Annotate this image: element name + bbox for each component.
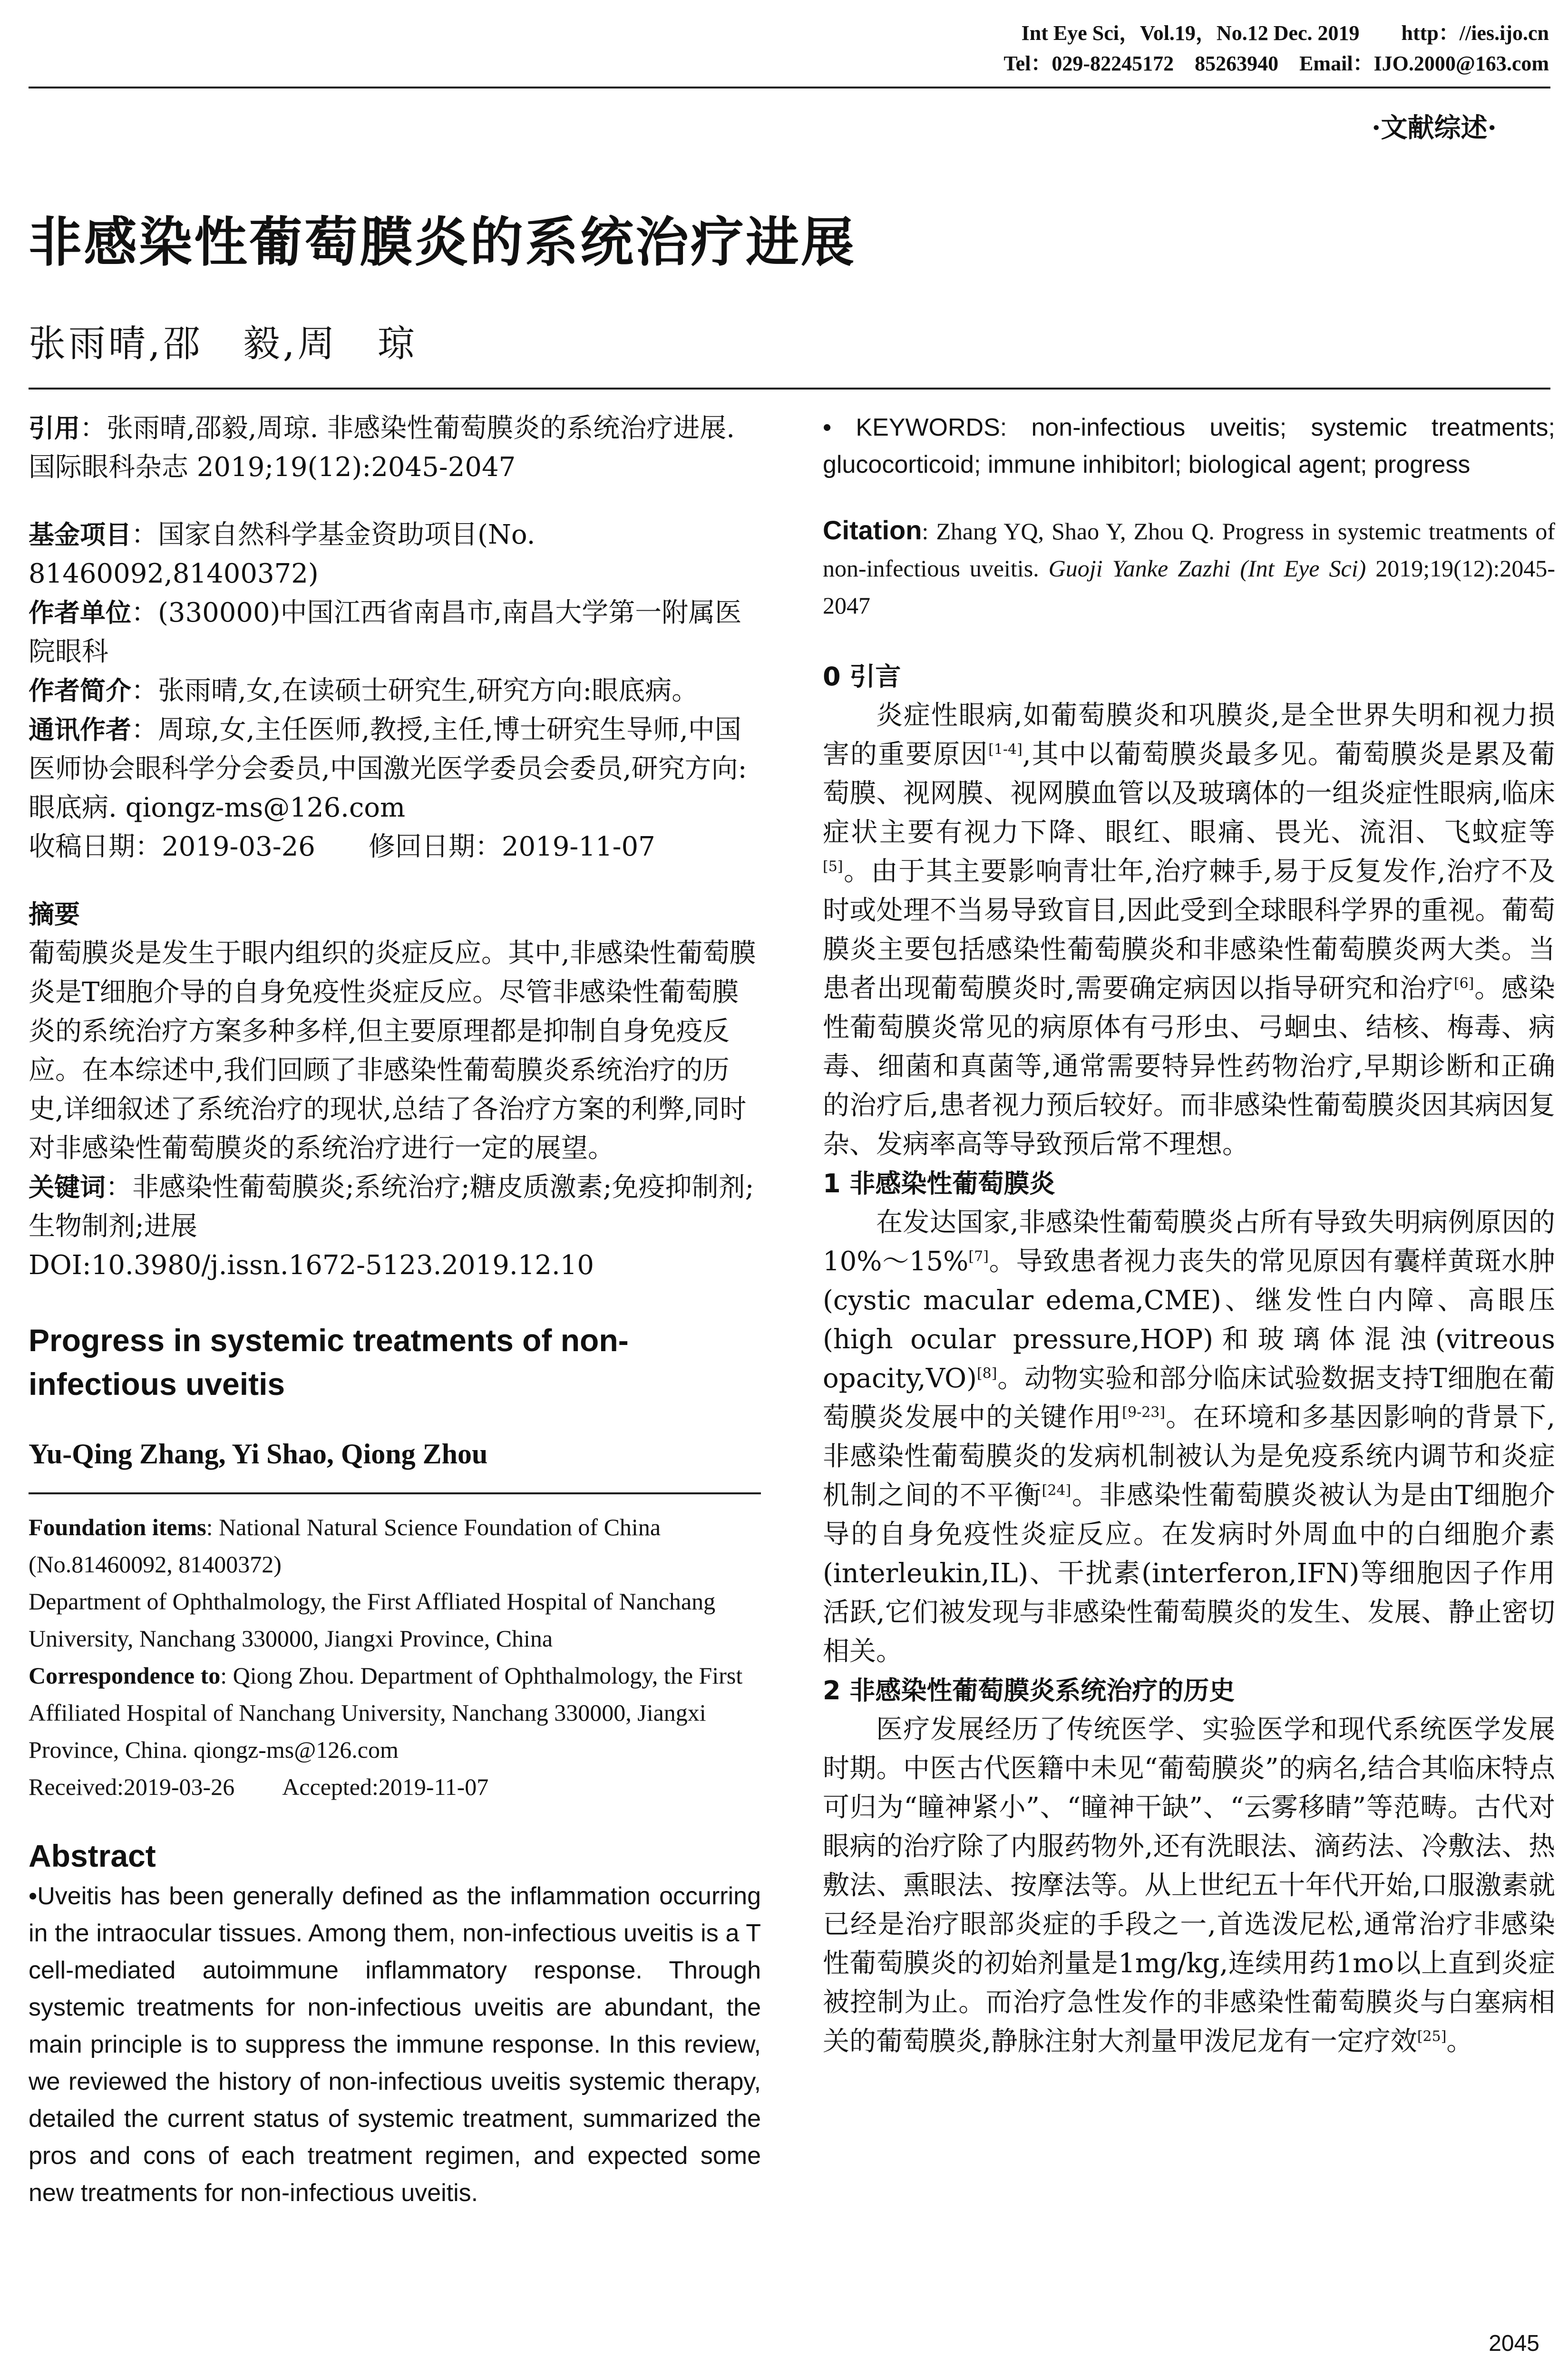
citation-cn: 引用：张雨晴,邵毅,周琼. 非感染性葡萄膜炎的系统治疗进展. 国际眼科杂志 2019;19(12):2045-2047: [29, 413, 735, 483]
doi: DOI:10.3980/j.issn.1672-5123.2019.12.10: [29, 1250, 594, 1281]
english-authors: Yu-Qing Zhang, Yi Shao, Qiong Zhou: [29, 1438, 488, 1470]
header-rule: [29, 87, 1550, 88]
abstract-en-text: •Uveitis has been generally defined as the inflammation occurring in the intraocular tissues. Among them, non-infectious uveitis is a T cell-mediated autoimmune inflammatory response. Through systemic treatments for non-infectious uveitis are abundant, the main principle is to suppress the immune response. In this review, we reviewed the history of non-infectious uveitis systemic therapy, detailed the current status of systemic treatment, summarized the pros and cons of each treatment regimen, and expected some new treatments for non-infectious uveitis.: [29, 1882, 761, 2207]
citation-cn-text: 张雨晴,邵毅,周琼. 非感染性葡萄膜炎的系统治疗进展. 国际眼科杂志 2019;19(12):2045-2047: [29, 413, 735, 483]
ref-mark: [5]: [823, 858, 843, 875]
bullet-icon: •: [823, 414, 856, 441]
en-foundation-label: Foundation items: [29, 1514, 206, 1540]
ref-mark: [8]: [976, 1365, 997, 1382]
abstract-heading: Abstract: [29, 1838, 156, 1873]
page-number: 2045: [1489, 2331, 1539, 2356]
right-column: [823, 409, 1555, 2061]
left-column: [29, 409, 761, 2211]
journal-header-line2: Tel：029-82245172 85263940 Email：IJO.2000@163.com: [1003, 52, 1549, 75]
en-foundation-text: National Natural Science Foundation of China (No.81460092, 81400372): [29, 1514, 661, 1578]
keywords-en: • KEYWORDS: non-infectious uveitis; systemic treatments; glucocorticoid; immune inhibitorl; biological agent; progress: [823, 414, 1555, 478]
section-2-paragraph: 医疗发展经历了传统医学、实验医学和现代系统医学发展时期。中医古代医籍中未见“葡萄膜炎”的病名,结合其临床特点可归为“瞳神紧小”、“瞳神干缺”、“云雾移睛”等范畴。古代对眼病的治疗除了内服药物外,还有洗眼法、滴药法、冷敷法、热敷法、熏眼法、按摩法等。从上世纪五十年代开始,口服激素就已经是治疗眼部炎症的手段之一,首选泼尼松,通常治疗非感染性葡萄膜炎的初始剂量是1mg/kg,连续用药1mo以上直到炎症被控制为止。而治疗急性发作的非感染性葡萄膜炎与白塞病相关的葡萄膜炎,静脉注射大剂量甲泼尼龙有一定疗效[25]。: [823, 1714, 1555, 2057]
english-authors-rule: [29, 1473, 761, 1494]
fund-cn-label: 基金项目: [29, 520, 131, 550]
journal-header-line1: Int Eye Sci，Vol.19，No.12 Dec. 2019 http：//ies.ijo.cn: [1021, 21, 1549, 45]
abstract-cn-heading: 摘要: [29, 899, 80, 929]
bio-cn-label: 作者简介: [29, 676, 131, 706]
english-title: Progress in systemic treatments of non-infectious uveitis: [29, 1323, 629, 1402]
keywords-cn-label: 关键词: [29, 1172, 106, 1202]
citation-cn-label: 引用: [29, 413, 80, 443]
keywords-cn: 关键词：非感染性葡萄膜炎;系统治疗;糖皮质激素;免疫抑制剂;生物制剂;进展: [29, 1172, 754, 1242]
section-2-heading: 2 非感染性葡萄膜炎系统治疗的历史: [823, 1676, 1235, 1705]
section-label: ·文献综述·: [1372, 112, 1497, 144]
ref-mark: [6]: [1453, 975, 1474, 992]
en-correspondence-text: Qiong Zhou. Department of Ophthalmology, the First Affiliated Hospital of Nanchang University, Nanchang 330000, Jiangxi Province, China. qiongz-ms@126.com: [29, 1662, 743, 1763]
en-foundation: Foundation items: National Natural Science Foundation of China (No.81460092, 81400372): [29, 1514, 661, 1578]
ref-mark: [24]: [1042, 1482, 1071, 1499]
ref-mark: [1-4]: [988, 741, 1023, 758]
section-0-paragraph: 炎症性眼病,如葡萄膜炎和巩膜炎,是全世界失明和视力损害的重要原因[1-4],其中以葡萄膜炎最多见。葡萄膜炎是累及葡萄膜、视网膜、视网膜血管以及玻璃体的一组炎症性眼病,临床症状主要有视力下降、眼红、眼痛、畏光、流泪、飞蚊症等[5]。由于其主要影响青壮年,治疗棘手,易于反复发作,治疗不及时或处理不当易导致盲目,因此受到全球眼科学界的重视。葡萄膜炎主要包括感染性葡萄膜炎和非感染性葡萄膜炎两大类。当患者出现葡萄膜炎时,需要确定病因以指导研究和治疗[6]。感染性葡萄膜炎常见的病原体有弓形虫、弓蛔虫、结核、梅毒、病毒、细菌和真菌等,通常需要特异性药物治疗,早期诊断和正确的治疗后,患者视力预后较好。而非感染性葡萄膜炎因其病因复杂、发病率高等导致预后常不理想。: [823, 700, 1556, 1160]
unit-cn-label: 作者单位: [29, 598, 131, 628]
section-1-paragraph: 在发达国家,非感染性葡萄膜炎占所有导致失明病例原因的10%～15%[7]。导致患者视力丧失的常见原因有囊样黄斑水肿(cystic macular edema,CME)、继发性白内障、高眼压(high ocular pressure,HOP)和玻璃体混浊(vitreous opacity,VO)[8]。动物实验和部分临床试验数据支持T细胞在葡萄膜炎发展中的关键作用[9-23]。在环境和多基因影响的背景下,非感染性葡萄膜炎的发病机制被认为是免疫系统内调节和炎症机制之间的不平衡[24]。非感染性葡萄膜炎被认为是由T细胞介导的自身免疫性炎症反应。在发病时外周血中的白细胞介素(interleukin,IL)、干扰素(interferon,IFN)等细胞因子作用活跃,它们被发现与非感染性葡萄膜炎的发生、发展、静止密切相关。: [823, 1207, 1556, 1667]
corr-cn-text: 周琼,女,主任医师,教授,主任,博士研究生导师,中国医师协会眼科学分会委员,中国激光医学委员会委员,研究方向:眼底病. qiongz-ms@126.com: [29, 714, 747, 823]
fund-cn: 基金项目：国家自然科学基金资助项目(No. 81460092,81400372): [29, 519, 536, 589]
citation-en-journal: Guoji Yanke Zazhi (Int Eye Sci): [1048, 555, 1366, 582]
bio-cn: 作者简介：张雨晴,女,在读硕士研究生,研究方向:眼底病。: [29, 675, 699, 706]
ref-mark: [7]: [968, 1248, 989, 1265]
fund-cn-text: 国家自然科学基金资助项目(No. 81460092,81400372): [29, 519, 536, 589]
dates-cn: 收稿日期：2019-03-26 修回日期：2019-11-07: [29, 831, 655, 862]
en-correspondence: Correspondence to: Qiong Zhou. Department of Ophthalmology, the First Affiliated Hospital of Nanchang University, Nanchang 330000, Jiangxi Province, China. qiongz-ms@126.com: [29, 1662, 743, 1763]
citation-en: Citation: Zhang YQ, Shao Y, Zhou Q. Progress in systemic treatments of non-infectious uveitis. Guoji Yanke Zazhi (Int Eye Sci) 2019;19(12):2045-2047: [823, 515, 1555, 619]
keywords-en-text: non-infectious uveitis; systemic treatments; glucocorticoid; immune inhibitorl; biological agent; progress: [823, 414, 1555, 478]
article-title: 非感染性葡萄膜炎的系统治疗进展: [29, 212, 856, 273]
corr-cn: 通讯作者：周琼,女,主任医师,教授,主任,博士研究生导师,中国医师协会眼科学分会委员,中国激光医学委员会委员,研究方向:眼底病. qiongz-ms@126.com: [29, 714, 747, 823]
section-0-heading: 0 引言: [823, 662, 901, 692]
ref-mark: [9-23]: [1122, 1404, 1166, 1421]
unit-cn: 作者单位：(330000)中国江西省南昌市,南昌大学第一附属医院眼科: [29, 597, 742, 667]
citation-en-label: Citation: [823, 515, 922, 545]
unit-cn-text: (330000)中国江西省南昌市,南昌大学第一附属医院眼科: [29, 597, 742, 667]
keywords-en-label: KEYWORDS: [856, 414, 1000, 441]
bio-cn-text: 张雨晴,女,在读硕士研究生,研究方向:眼底病。: [158, 675, 699, 706]
en-dates: Received:2019-03-26 Accepted:2019-11-07: [29, 1773, 489, 1800]
abstract-cn-text: 葡萄膜炎是发生于眼内组织的炎症反应。其中,非感染性葡萄膜炎是T细胞介导的自身免疫性炎症反应。尽管非感染性葡萄膜炎的系统治疗方案多种多样,但主要原理都是抑制自身免疫反应。在本综述中,我们回顾了非感染性葡萄膜炎系统治疗的历史,详细叙述了系统治疗的现状,总结了各治疗方案的利弊,同时对非感染性葡萄膜炎的系统治疗进行一定的展望。: [29, 938, 756, 1164]
section-1-heading: 1 非感染性葡萄膜炎: [823, 1169, 1055, 1198]
bullet-icon: •: [29, 1882, 38, 1910]
en-correspondence-label: Correspondence to: [29, 1662, 221, 1689]
corr-cn-label: 通讯作者: [29, 715, 131, 745]
article-authors: 张雨晴,邵 毅,周 琼: [29, 322, 418, 365]
title-rule: [29, 388, 1550, 390]
keywords-cn-text: 非感染性葡萄膜炎;系统治疗;糖皮质激素;免疫抑制剂;生物制剂;进展: [29, 1172, 754, 1242]
en-department: Department of Ophthalmology, the First Affliated Hospital of Nanchang University, Nanchang 330000, Jiangxi Province, China: [29, 1588, 716, 1652]
ref-mark: [25]: [1417, 2028, 1447, 2045]
